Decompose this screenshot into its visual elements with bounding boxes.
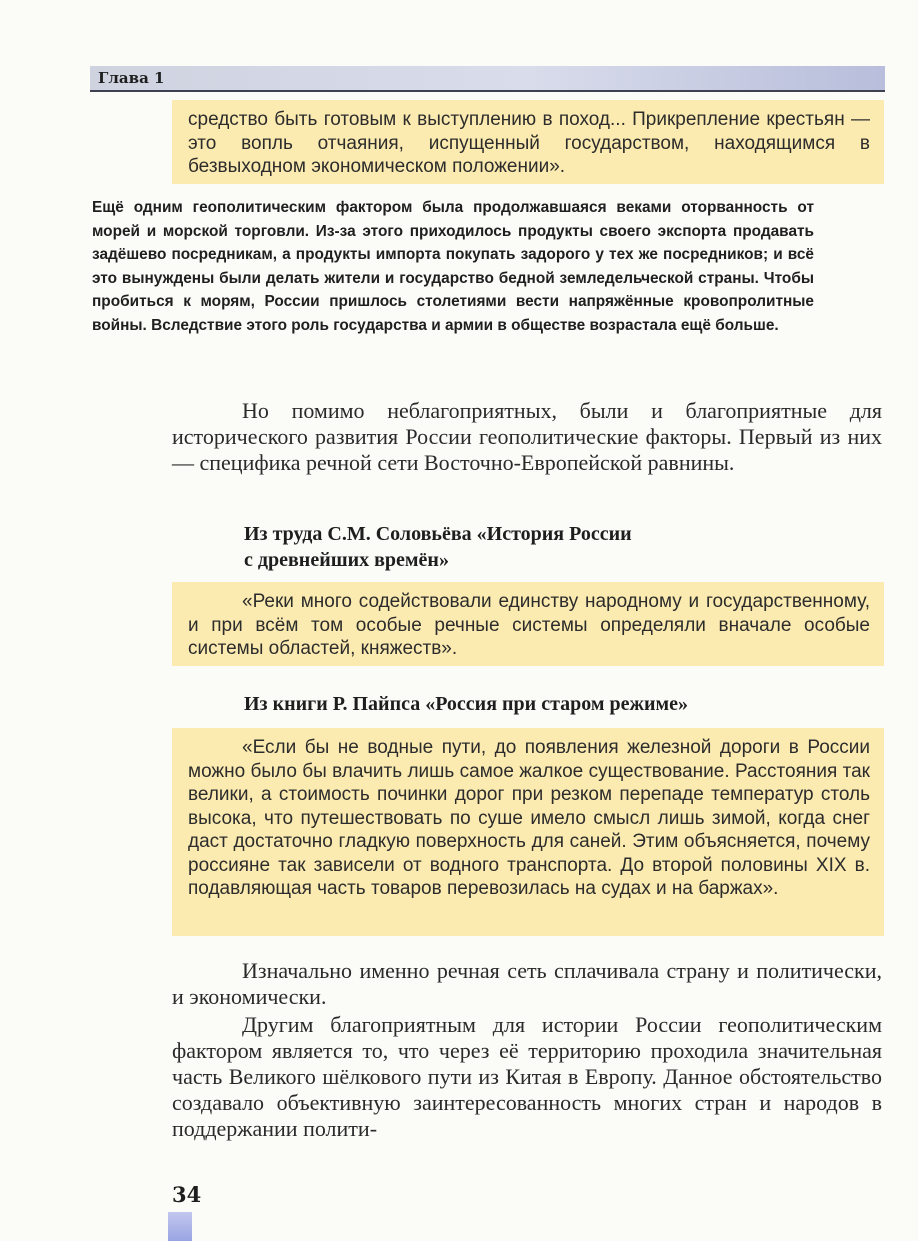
chapter-header-bar <box>90 66 885 92</box>
page-number: 34 <box>172 1182 202 1207</box>
bold-paragraph: Ещё одним геополитическим фактором была продолжавшаяся веками оторванность от морей и морской торговли. Из-за этого приходилось продукты своего экспорта продавать задёшево посредникам, а продукты импорта покупать задорого у тех же посредников; и всё это вынуждены были делать жители и государство бедной земледельческой страны. Чтобы пробиться к морям, России пришлось столетиями вести напряжённые кровопролитные войны. Вследствие этого роль государства и армии в обществе возрастала ещё больше. <box>92 199 814 334</box>
quote-top-text: средство быть готовым к выступлению в поход... Прикрепление крестьян — это вопль отчаяния, испущенный государством, находящимся в безвыходном экономическом положении». <box>188 109 870 177</box>
body-paragraph-1: Но помимо неблагоприятных, были и благоприятные для исторического развития России геополитические факторы. Первый из них — специфика речной сети Восточно-Европейской равнины. <box>172 398 882 475</box>
quote-pipes-text: «Если бы не водные пути, до появления железной дороги в России можно было бы влачить лишь самое жалкое существование. Расстояния так велики, а стоимость починки дорог при резком перепаде температур столь высока, что путешествовать по суше имело смысл лишь зимой, когда снег даст достаточно гладкую поверхность для саней. Этим объясняется, почему россияне так зависели от водного транспорта. До второй половины XIX в. подавляющая часть товаров перевозилась на судах и на баржах». <box>188 737 870 899</box>
quote-soloviev-text: «Реки много содействовали единству народному и государственному, и при всём том особые речные системы определяли вначале особые системы областей, княжеств». <box>188 591 870 659</box>
source-1-heading-line2: с древнейших времён» <box>244 549 449 571</box>
body-paragraph-3: Другим благоприятным для истории России геополитическим фактором является то, что через её территорию проходила значительная часть Великого шёлкового пути из Китая в Европу. Данное обстоятельство создавало объективную заинтересованность многих стран и народов в поддержании полити- <box>172 1012 882 1141</box>
source-2-heading: Из книги Р. Пайпса «Россия при старом режиме» <box>244 693 689 715</box>
quote-box-soloviev <box>172 582 884 666</box>
source-1-heading-line1: Из труда С.М. Соловьёва «История России <box>244 523 632 545</box>
quote-box-pipes <box>172 728 884 936</box>
quote-box-top <box>172 100 884 184</box>
page-edge-tab <box>168 1212 192 1241</box>
body-paragraph-2: Изначально именно речная сеть сплачивала страну и политически, и экономически. <box>172 958 882 1009</box>
chapter-label: Глава 1 <box>98 69 165 87</box>
